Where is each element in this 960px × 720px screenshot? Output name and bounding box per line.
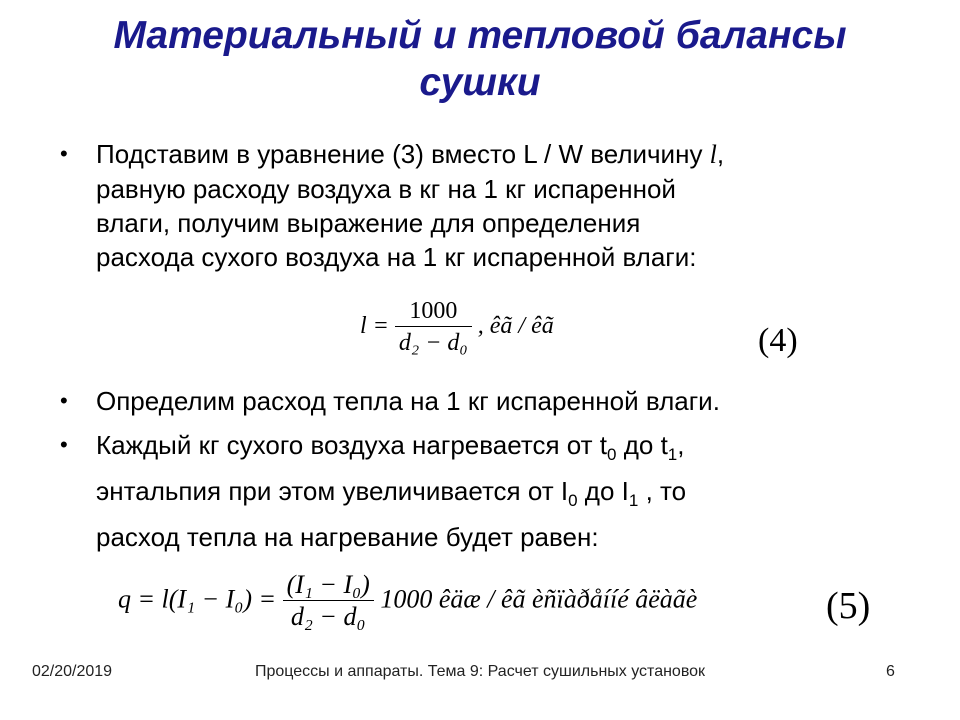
bullet-3-line-1: Каждый кг сухого воздуха нагревается от $t_0$ до $t_1$, xyxy=(96,430,685,465)
formula-4-denominator: d₂ − d₀ xyxy=(398,330,468,356)
bullet-dot: • xyxy=(60,141,68,166)
formula-4-lhs: l = xyxy=(360,313,389,340)
slide-title xyxy=(0,12,960,106)
bullet-dot: • xyxy=(60,388,68,413)
bullet-dot: • xyxy=(60,432,68,457)
footer-date: 02/20/2019 xyxy=(32,663,113,680)
bullet-2-text: Определим расход тепла на 1 кг испаренной влаги. xyxy=(96,386,720,416)
equation-number-5: (5) xyxy=(826,585,871,627)
formula-4-fraction xyxy=(395,296,472,359)
equation-number-4: (4) xyxy=(758,322,798,359)
bullet-item-1 xyxy=(60,137,896,274)
formula-5-numerator: (I₁ − I₀) xyxy=(283,570,374,601)
footer-page-number: 6 xyxy=(886,663,895,680)
bullet-1-line-4: расхода сухого воздуха на 1 кг испаренной влаги: xyxy=(96,242,697,272)
bullet-1-line-1: Подставим в уравнение (3) вместо L / W величину l, xyxy=(96,139,725,169)
footer-title: Процессы и аппараты. Тема 9: Расчет сушильных установок xyxy=(254,663,706,680)
formula-5 xyxy=(118,570,697,633)
bullet-item-2 xyxy=(60,384,896,418)
formula-5-denominator: d₂ − d₀ xyxy=(290,602,366,631)
formula-5-lhs: q = l(I₁ − I₀) = xyxy=(118,584,277,614)
formula-4-unit: , êã / êã xyxy=(477,313,554,340)
formula-5-rest: 1000 êäæ / êã èñïàðåííé âëàãè xyxy=(380,584,698,614)
bullet-3-line-3: расход тепла на нагревание будет равен: xyxy=(96,522,599,552)
formula-4 xyxy=(360,296,554,359)
formula-5-fraction xyxy=(283,570,374,633)
bullet-1-line-2: равную расходу воздуха в кг на 1 кг испаренной xyxy=(96,174,676,204)
slide-title-line1: Материальный и тепловой балансы xyxy=(113,14,847,57)
bullet-1-line-3: влаги, получим выражение для определения xyxy=(96,208,641,238)
slide-title-line2: сушки xyxy=(419,61,541,104)
bullet-item-3 xyxy=(60,428,896,566)
formula-4-numerator: 1000 xyxy=(395,296,472,327)
bullet-3-line-2: энтальпия при этом увеличивается от $I_0$ до $I_1$ , то xyxy=(96,476,687,511)
